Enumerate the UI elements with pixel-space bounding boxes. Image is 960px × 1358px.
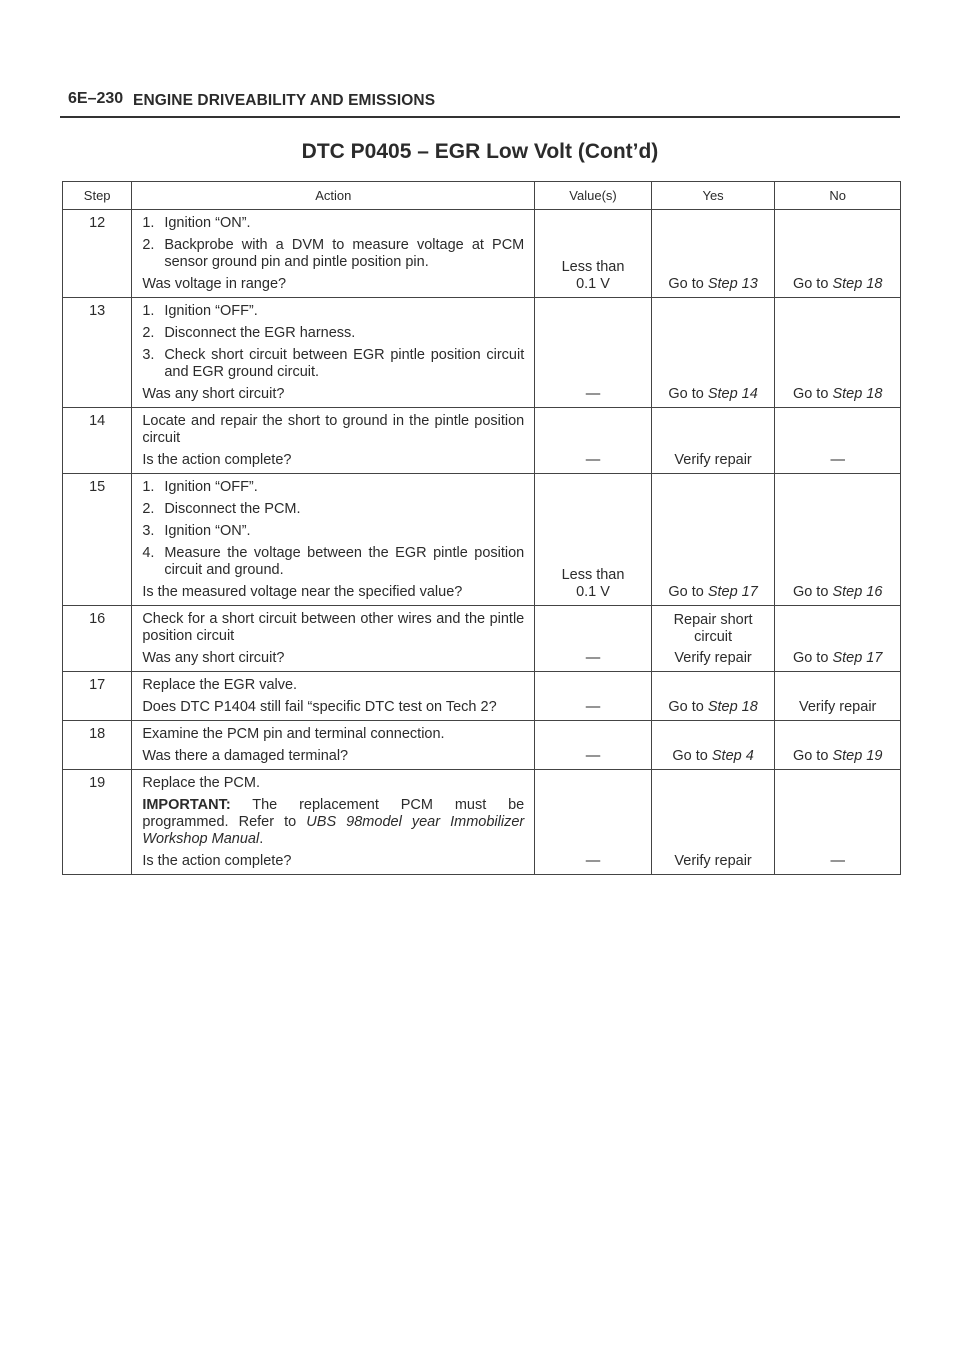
action-item: 1. Ignition “OFF”.: [142, 303, 258, 319]
action-cell: [132, 408, 535, 474]
table-row: [63, 474, 901, 606]
yes-cell: Go to Step 4: [651, 721, 775, 770]
important-note: IMPORTANT: The replacement PCM must be programmed. Refer to UBS 98model year Immobilizer Workshop Manual.: [142, 797, 525, 847]
action-cell: [132, 210, 535, 298]
yes-cell: Go to Step 17: [651, 474, 775, 606]
col-step: Step: [63, 182, 132, 210]
action-question: Was voltage in range?: [142, 276, 287, 292]
table-row: [63, 770, 901, 875]
no-cell: Go to Step 19: [775, 721, 901, 770]
value-cell: —: [535, 606, 652, 672]
action-text: Check for a short circuit between other wires and the pintle position circuit: [142, 611, 525, 644]
action-question: Was any short circuit?: [142, 650, 285, 666]
action-cell: [132, 474, 535, 606]
step-number: 15: [63, 474, 132, 606]
action-question: Is the action complete?: [142, 452, 292, 468]
diagnostic-table: [62, 181, 901, 875]
yes-cell: Verify repair: [651, 770, 775, 875]
yes-cell: Verify repair: [651, 408, 775, 474]
action-item: 2. Disconnect the EGR harness.: [142, 325, 356, 341]
action-item: 2. Backprobe with a DVM to measure voltage at PCM sensor ground pin and pintle position pin.: [142, 237, 525, 270]
page-number: 6E–230: [68, 90, 124, 107]
value-cell: —: [535, 298, 652, 408]
table-row: [63, 210, 901, 298]
action-question: Is the measured voltage near the specified value?: [142, 584, 463, 600]
action-item: 4. Measure the voltage between the EGR pintle position circuit and ground.: [142, 545, 525, 578]
yes-cell: Repair short circuit Verify repair: [651, 606, 775, 672]
value-cell: Less than 0.1 V: [535, 210, 652, 298]
action-question: Was there a damaged terminal?: [142, 748, 349, 764]
value-cell: —: [535, 721, 652, 770]
action-text: Examine the PCM pin and terminal connection.: [142, 726, 445, 742]
value-cell: —: [535, 770, 652, 875]
action-cell: [132, 770, 535, 875]
action-item: 3. Check short circuit between EGR pintle position circuit and EGR ground circuit.: [142, 347, 525, 380]
step-number: 14: [63, 408, 132, 474]
col-yes: Yes: [651, 182, 775, 210]
no-cell: Go to Step 18: [775, 298, 901, 408]
action-question: Is the action complete?: [142, 853, 292, 869]
action-text: Locate and repair the short to ground in the pintle position circuit: [142, 413, 525, 446]
no-cell: Verify repair: [775, 672, 901, 721]
action-cell: [132, 606, 535, 672]
table-row: [63, 298, 901, 408]
step-number: 12: [63, 210, 132, 298]
col-no: No: [775, 182, 901, 210]
col-values: Value(s): [535, 182, 652, 210]
no-cell: —: [775, 408, 901, 474]
step-number: 13: [63, 298, 132, 408]
value-cell: —: [535, 672, 652, 721]
no-cell: Go to Step 17: [775, 606, 901, 672]
yes-cell: Go to Step 18: [651, 672, 775, 721]
step-number: 18: [63, 721, 132, 770]
value-cell: Less than 0.1 V: [535, 474, 652, 606]
section-title: ENGINE DRIVEABILITY AND EMISSIONS: [133, 92, 436, 109]
action-text: Replace the EGR valve.: [142, 677, 298, 693]
step-number: 16: [63, 606, 132, 672]
action-item: 1. Ignition “ON”.: [142, 215, 251, 231]
action-item: 1. Ignition “OFF”.: [142, 479, 258, 495]
yes-cell: Go to Step 13: [651, 210, 775, 298]
header-rule: [60, 116, 900, 118]
table-row: [63, 606, 901, 672]
action-cell: [132, 672, 535, 721]
no-cell: Go to Step 18: [775, 210, 901, 298]
table-row: [63, 672, 901, 721]
table-row: [63, 408, 901, 474]
action-question: Was any short circuit?: [142, 386, 285, 402]
action-item: 2. Disconnect the PCM.: [142, 501, 301, 517]
step-number: 19: [63, 770, 132, 875]
no-cell: Go to Step 16: [775, 474, 901, 606]
no-cell: —: [775, 770, 901, 875]
step-number: 17: [63, 672, 132, 721]
action-cell: [132, 721, 535, 770]
value-cell: —: [535, 408, 652, 474]
table-header-row: [63, 182, 901, 210]
action-text: Replace the PCM.: [142, 775, 260, 791]
action-item: 3. Ignition “ON”.: [142, 523, 251, 539]
yes-cell: Go to Step 14: [651, 298, 775, 408]
table-row: [63, 721, 901, 770]
action-question: Does DTC P1404 still fail “specific DTC test on Tech 2?: [142, 699, 497, 715]
page-title: DTC P0405 – EGR Low Volt (Cont’d): [301, 140, 659, 163]
action-cell: [132, 298, 535, 408]
col-action: Action: [132, 182, 535, 210]
